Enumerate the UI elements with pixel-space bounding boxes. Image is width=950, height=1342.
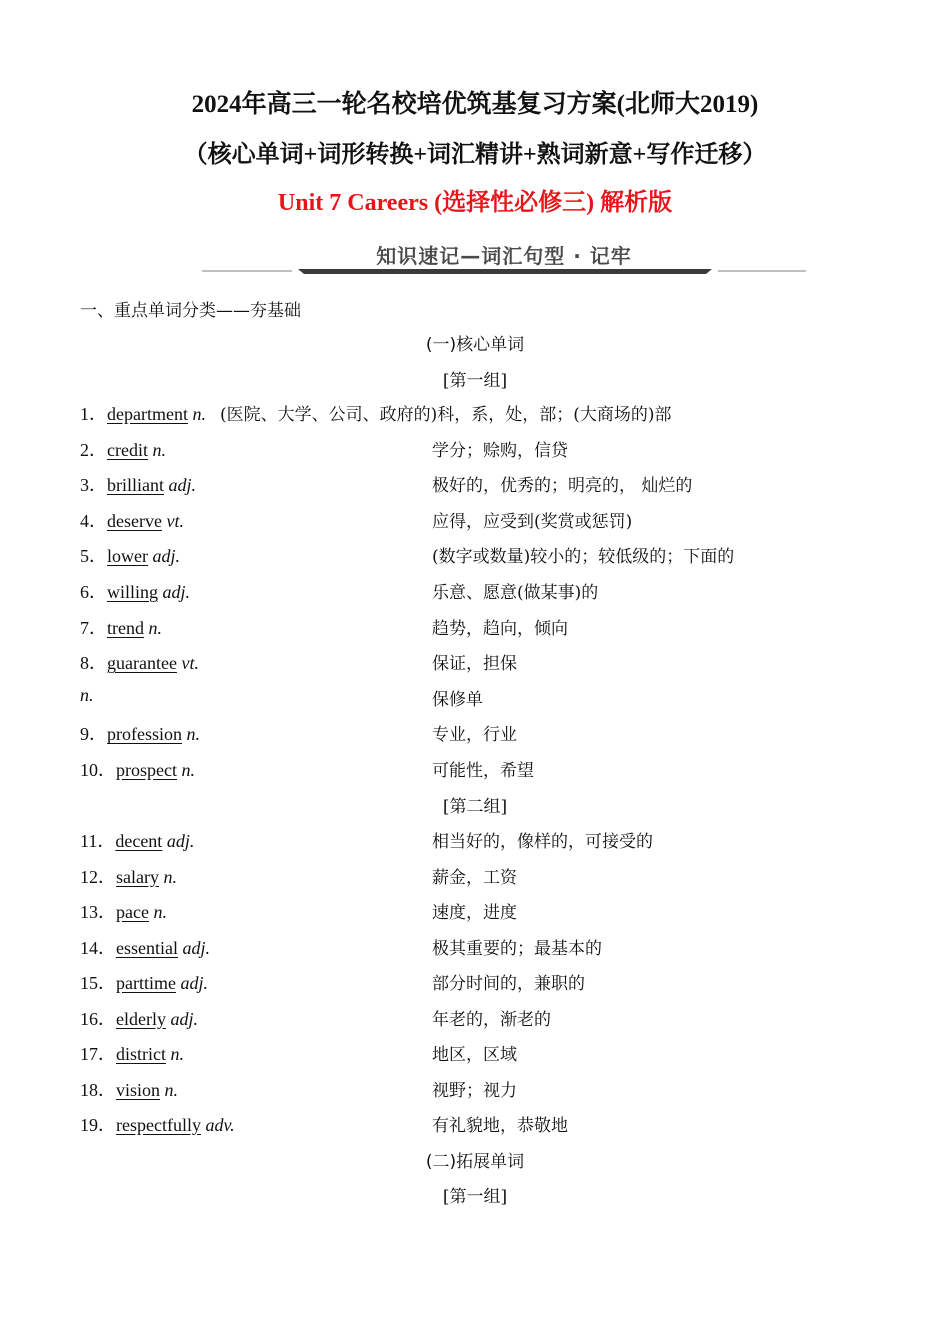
vocab-word: trend	[107, 617, 144, 638]
part-of-speech: adv.	[205, 1115, 235, 1135]
vocab-entry	[80, 542, 180, 568]
vocab-entry	[80, 756, 195, 782]
vocab-word: willing	[107, 582, 159, 602]
vocab-number: 1．	[80, 404, 107, 424]
vocab-entry	[80, 685, 94, 706]
vocab-word: credit	[107, 439, 148, 460]
part-of-speech: n.	[186, 724, 200, 745]
vocab-meaning: 保修单	[432, 689, 483, 710]
part-of-speech: vt.	[181, 653, 199, 674]
vocab-row	[0, 1040, 950, 1070]
vocab-entry	[80, 969, 208, 995]
vocab-number: 16．	[80, 1008, 116, 1029]
vocab-number: 6．	[80, 582, 107, 602]
part-of-speech: n.	[192, 404, 206, 424]
vocab-row	[0, 507, 950, 537]
part-of-speech: vt.	[166, 510, 184, 531]
vocab-row	[0, 863, 950, 893]
vocab-number: 2．	[80, 439, 107, 460]
vocab-row	[0, 542, 950, 572]
vocab-entry	[80, 1076, 178, 1102]
vocab-entry	[80, 863, 177, 889]
vocab-word: guarantee	[107, 653, 177, 674]
vocab-number: 4．	[80, 510, 107, 531]
vocab-row	[0, 1111, 950, 1141]
vocab-meaning: 视野；视力	[432, 1080, 517, 1101]
vocab-number: 9．	[80, 724, 107, 745]
vocab-entry	[80, 1040, 184, 1066]
vocab-row	[0, 614, 950, 644]
part-of-speech: n.	[164, 1079, 179, 1100]
core-words-title: (一)核心单词	[425, 335, 525, 355]
vocab-entry	[80, 934, 210, 960]
vocab-word: decent	[115, 831, 163, 851]
vocab-row	[0, 471, 950, 501]
vocab-meaning: 极好的，优秀的；明亮的， 灿烂的	[432, 476, 693, 497]
vocab-entry	[80, 400, 672, 426]
vocab-row	[0, 720, 950, 750]
vocab-meaning: 专业，行业	[432, 725, 517, 746]
vocab-number: 19．	[80, 1115, 116, 1135]
vocab-row	[0, 578, 950, 608]
part-of-speech: n.	[152, 439, 166, 460]
vocab-entry	[80, 614, 162, 640]
vocab-meaning: 相当好的，像样的，可接受的	[432, 832, 653, 852]
vocab-row	[0, 436, 950, 466]
part-of-speech: adj.	[182, 937, 210, 958]
vocab-word: deserve	[107, 510, 162, 531]
vocab-row	[0, 400, 950, 430]
unit-title: Unit 7 Careers (选择性必修三) 解析版	[277, 190, 673, 216]
vocab-word: pace	[116, 902, 149, 922]
vocab-meaning: 趋势，趋向，倾向	[432, 618, 568, 639]
vocab-number: 7．	[80, 617, 107, 638]
vocab-entry	[80, 898, 167, 924]
vocab-number: 5．	[80, 546, 107, 567]
vocab-row	[0, 1076, 950, 1106]
vocab-number: 3．	[80, 475, 107, 496]
part-of-speech: n.	[181, 760, 195, 780]
vocab-word: elderly	[116, 1008, 166, 1029]
vocab-word: respectfully	[116, 1115, 201, 1135]
vocab-row	[0, 649, 950, 679]
vocab-meaning: 极其重要的；最基本的	[432, 938, 602, 959]
vocab-number: 8．	[80, 653, 107, 674]
vocab-entry	[80, 436, 166, 462]
part-of-speech: adj.	[180, 973, 208, 993]
vocab-meaning: 部分时间的，兼职的	[432, 974, 585, 994]
vocab-meaning: 薪金，工资	[432, 867, 517, 888]
vocab-row	[0, 685, 950, 715]
part-of-speech: adj.	[170, 1008, 198, 1029]
document-title: 2024年高三一轮名校培优筑基复习方案(北师大2019)	[191, 91, 759, 118]
vocab-meaning: 有礼貌地，恭敬地	[432, 1116, 568, 1136]
vocab-meaning: (医院、大学、公司、政府的)科，系，处，部；(大商场的)部	[219, 405, 672, 425]
part-of-speech: adj.	[152, 546, 180, 567]
vocab-word: prospect	[116, 760, 177, 780]
vocab-word: profession	[107, 724, 182, 745]
section-banner	[200, 236, 808, 280]
vocab-entry	[80, 827, 194, 853]
vocab-meaning: (数字或数量)较小的；较低级的；下面的	[432, 547, 735, 568]
vocab-word: department	[107, 404, 188, 424]
part-of-speech: adj.	[166, 831, 195, 851]
part-of-speech: n.	[170, 1044, 184, 1064]
vocab-entry	[80, 649, 199, 675]
extended-words-title: (二)拓展单词	[425, 1152, 525, 1172]
vocab-word: parttime	[116, 973, 176, 993]
vocab-row	[0, 934, 950, 964]
part-of-speech: adj.	[168, 475, 197, 496]
vocab-entry	[80, 507, 184, 533]
vocab-entry	[80, 1111, 235, 1137]
ext-group-label-1: [第一组]	[442, 1187, 508, 1207]
vocab-entry	[80, 471, 196, 497]
part-of-speech: n.	[148, 617, 162, 638]
vocab-number: 17．	[80, 1044, 116, 1064]
vocab-word: brilliant	[107, 475, 164, 496]
vocab-number: 13．	[80, 902, 116, 922]
vocab-meaning: 保证，担保	[432, 654, 517, 675]
vocab-number: 18．	[80, 1079, 116, 1100]
vocab-entry	[80, 1005, 198, 1031]
section-heading: 一、重点单词分类——夯基础	[80, 301, 301, 321]
vocab-number: 14．	[80, 937, 116, 958]
vocab-row	[0, 898, 950, 928]
vocab-row	[0, 827, 950, 857]
vocab-word: vision	[116, 1079, 161, 1100]
vocab-meaning: 年老的，渐老的	[432, 1009, 551, 1030]
banner-text: 知识速记—词汇句型 · 记牢	[376, 244, 632, 268]
vocab-word: lower	[107, 546, 148, 567]
vocab-meaning: 地区，区域	[432, 1045, 517, 1065]
vocab-word: salary	[116, 866, 159, 887]
vocab-entry	[80, 720, 200, 746]
vocab-meaning: 速度，进度	[432, 903, 517, 923]
part-of-speech: n.	[80, 684, 94, 705]
vocab-row	[0, 756, 950, 786]
part-of-speech: n.	[163, 866, 177, 887]
vocab-meaning: 应得，应受到(奖赏或惩罚)	[432, 511, 633, 532]
group-label-2: [第二组]	[442, 797, 508, 817]
vocab-word: essential	[116, 937, 178, 958]
vocab-number: 10．	[80, 760, 116, 780]
vocab-number: 15．	[80, 973, 116, 993]
vocab-number: 12．	[80, 866, 116, 887]
part-of-speech: n.	[153, 902, 167, 922]
part-of-speech: adj.	[162, 582, 191, 602]
vocab-word: district	[116, 1044, 166, 1064]
vocab-meaning: 可能性，希望	[432, 761, 534, 781]
vocab-meaning: 乐意、愿意(做某事)的	[432, 583, 599, 603]
vocab-row	[0, 1005, 950, 1035]
vocab-entry	[80, 578, 190, 604]
vocab-meaning: 学分；赊购，信贷	[432, 440, 568, 461]
vocab-number: 11．	[80, 831, 116, 851]
group-label-1: [第一组]	[442, 371, 508, 391]
vocab-row	[0, 969, 950, 999]
document-subtitle: （核心单词+词形转换+词汇精讲+熟词新意+写作迁移）	[183, 142, 767, 168]
